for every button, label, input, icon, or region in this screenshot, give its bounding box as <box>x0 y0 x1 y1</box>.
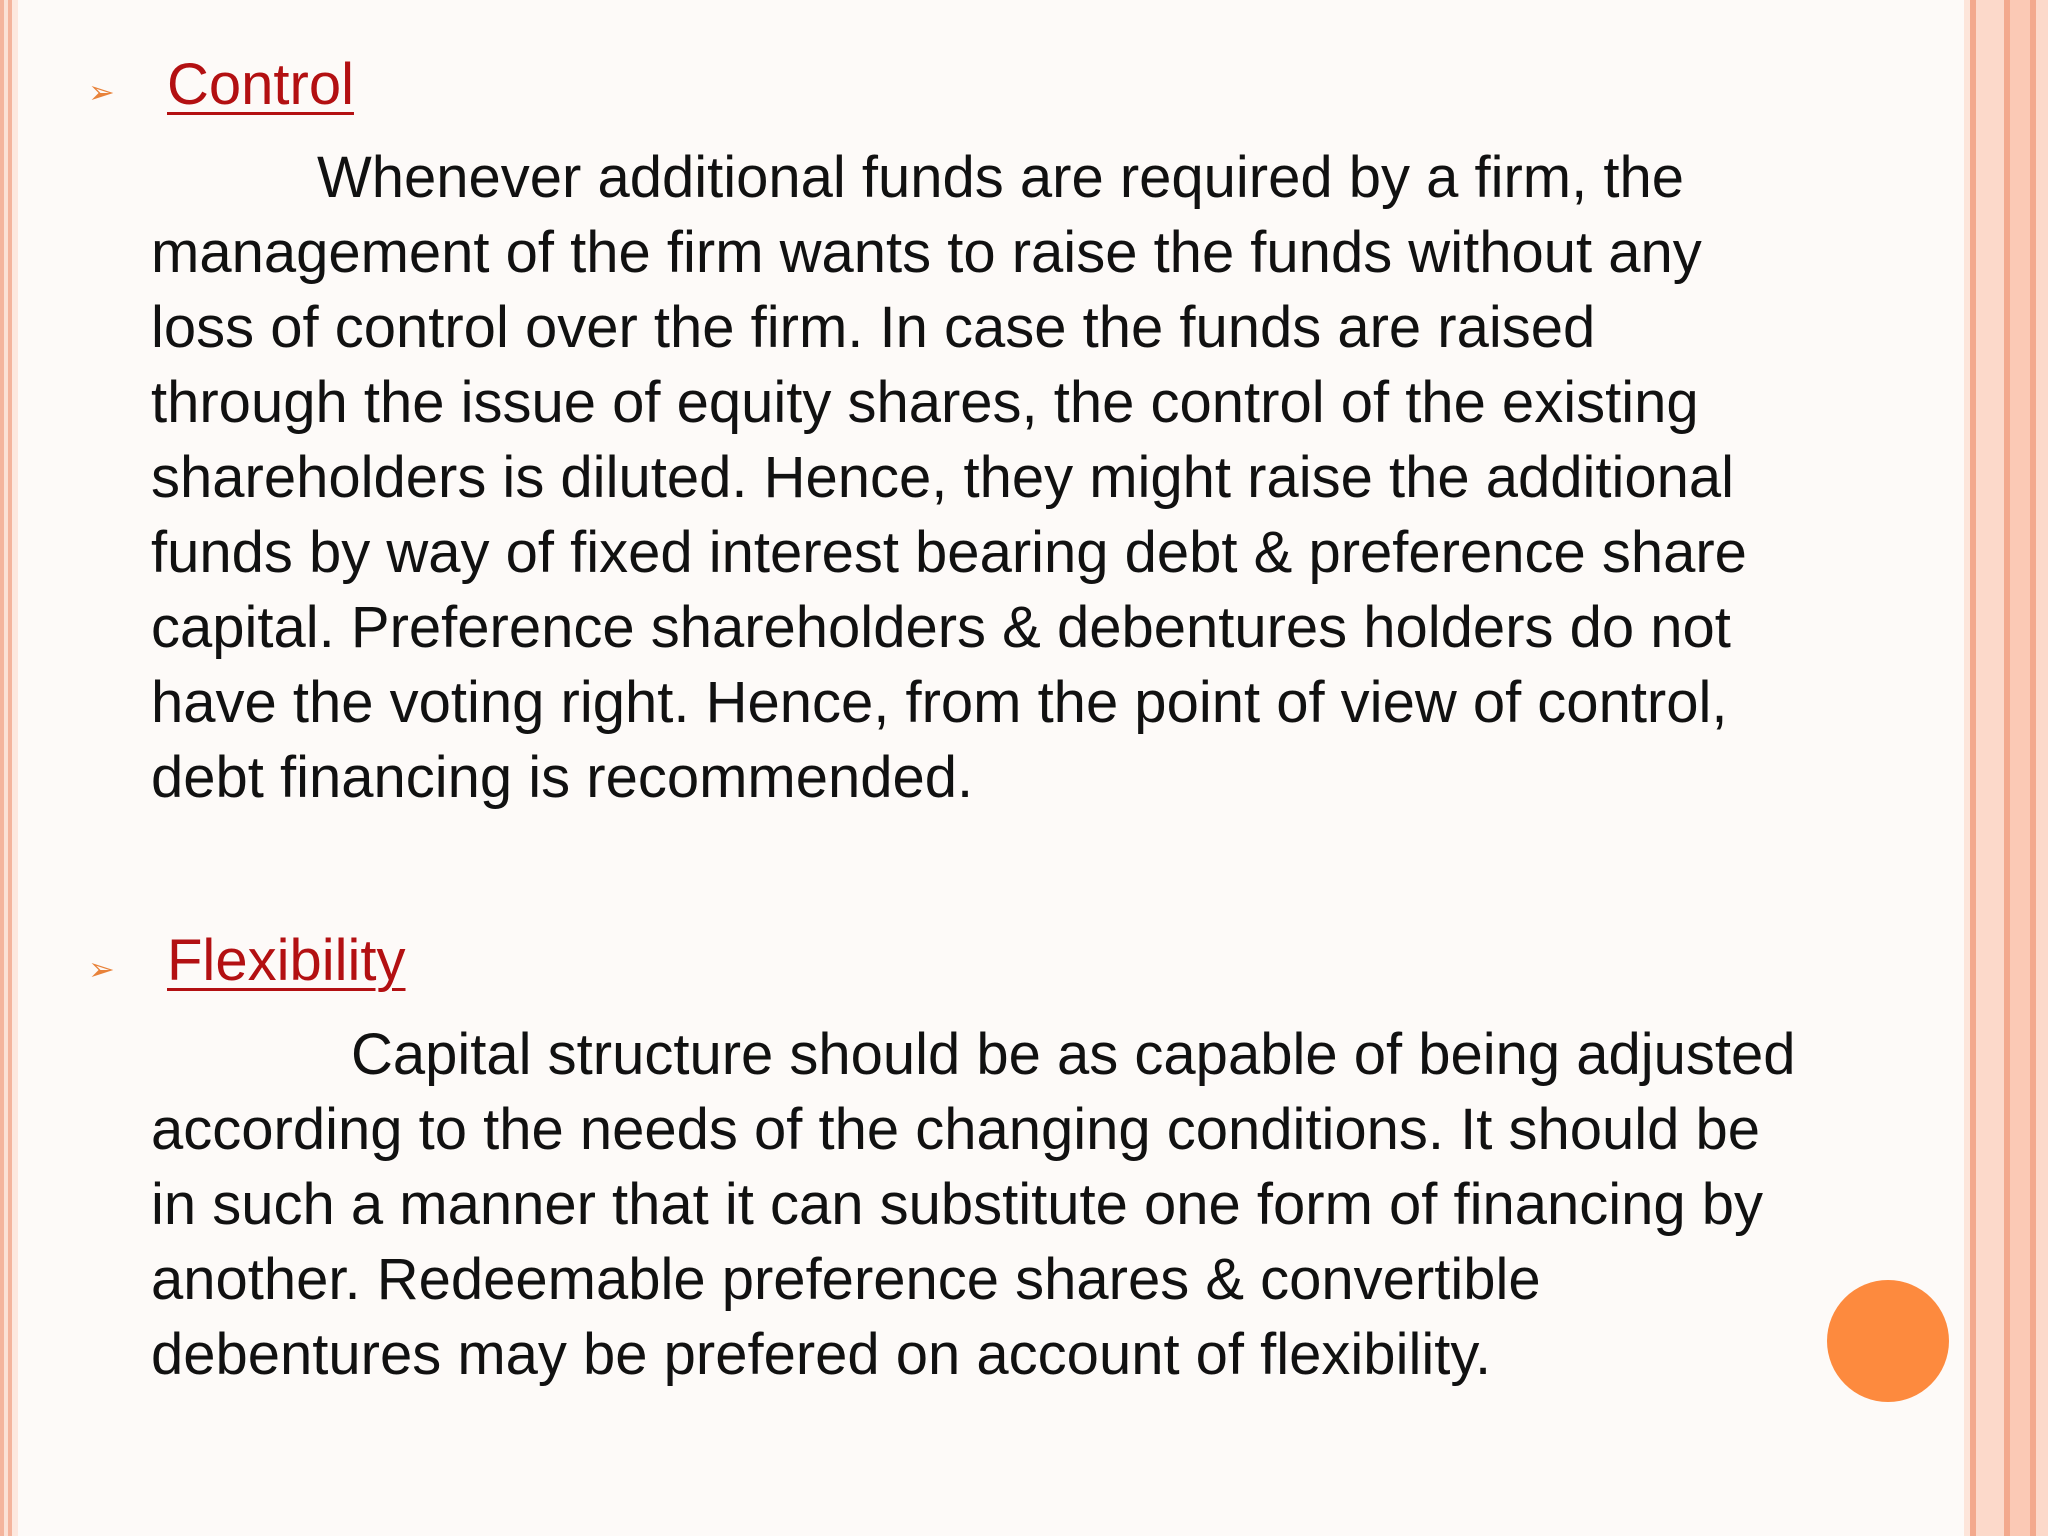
body-line: shareholders is diluted. Hence, they might raise the additional <box>151 445 1735 510</box>
body-line: debt financing is recommended. <box>151 745 974 810</box>
body-line: funds by way of fixed interest bearing debt & preference share <box>151 520 1747 585</box>
body-line: Whenever additional funds are required by a firm, the <box>317 145 1684 210</box>
accent-circle <box>1827 1280 1949 1402</box>
body-line: capital. Preference shareholders & debentures holders do not <box>151 595 1731 660</box>
body-line: Capital structure should be as capable of being adjusted <box>351 1022 1796 1087</box>
arrowhead-bullet-icon: ➢ <box>88 73 115 111</box>
section-body-control <box>151 140 1747 815</box>
body-line: have the voting right. Hence, from the point of view of control, <box>151 670 1728 735</box>
left-border-decoration <box>0 0 18 1536</box>
body-line: according to the needs of the changing conditions. It should be <box>151 1097 1761 1162</box>
body-line: debentures may be prefered on account of flexibility. <box>151 1322 1492 1387</box>
section-body-flexibility <box>151 1017 1796 1392</box>
section-heading-flexibility: Flexibility <box>167 928 406 993</box>
section-heading-control: Control <box>167 52 354 117</box>
body-line: loss of control over the firm. In case the funds are raised <box>151 295 1596 360</box>
body-line: another. Redeemable preference shares & convertible <box>151 1247 1541 1312</box>
arrowhead-bullet-icon: ➢ <box>88 950 115 988</box>
body-line: through the issue of equity shares, the control of the existing <box>151 370 1699 435</box>
body-line: management of the firm wants to raise the funds without any <box>151 220 1702 285</box>
body-line: in such a manner that it can substitute one form of financing by <box>151 1172 1764 1237</box>
right-border-decoration <box>1964 0 2048 1536</box>
